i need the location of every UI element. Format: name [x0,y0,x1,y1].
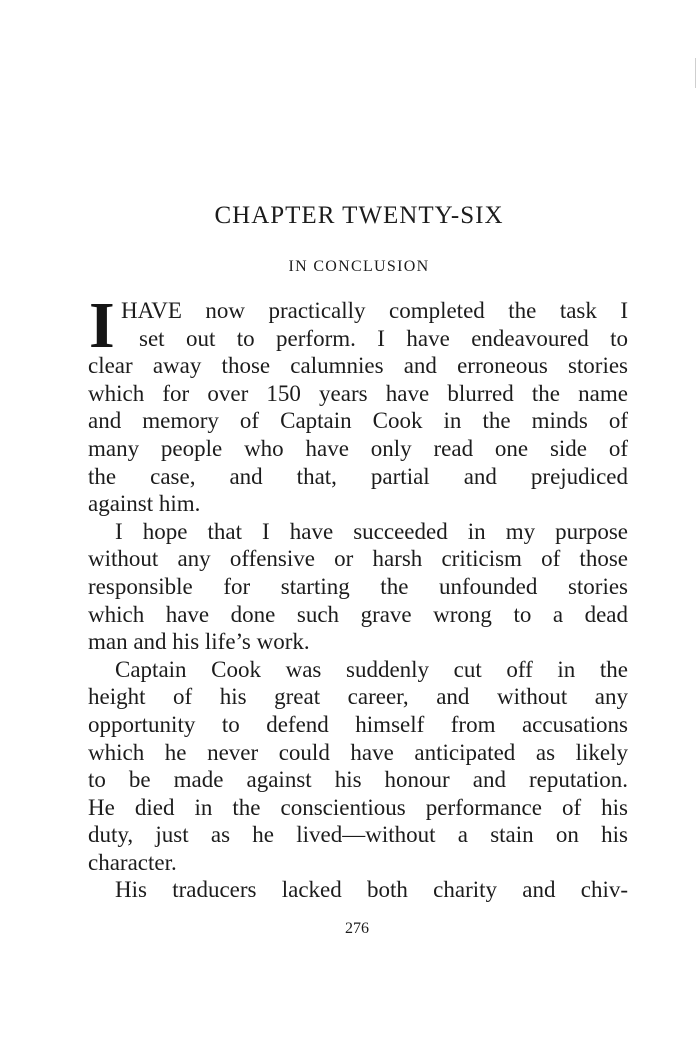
text-line: against him. [88,491,201,517]
text-line: many people who have only read one side of [88,435,628,461]
text-line: which he never could have anticipated as likely [88,739,628,765]
text-line: the case, and that, partial and prejudiced [88,463,628,489]
text-line: duty, just as he lived—without a stain on his [88,822,628,848]
page-edge-mark [695,58,696,88]
text-line: which for over 150 years have blurred the name [88,380,628,406]
chapter-title: CHAPTER TWENTY-SIX [214,202,504,229]
drop-cap: I [89,289,115,362]
text-line: responsible for starting the unfounded stories [88,573,628,599]
text-line: without any offensive or harsh criticism of those [88,546,628,572]
text-line: I hope that I have succeeded in my purpose [115,518,628,544]
text-line: His traducers lacked both charity and chiv- [115,877,628,903]
text-line: set out to perform. I have endeavoured to [139,325,628,351]
text-line: and memory of Captain Cook in the minds of [88,408,628,434]
page-number: 276 [345,920,369,937]
text-line: height of his great career, and without any [88,684,628,710]
chapter-subtitle: IN CONCLUSION [288,258,430,275]
text-line: HAVE now practically completed the task I [121,298,628,323]
text-line: man and his life’s work. [88,629,310,655]
text-line: clear away those calumnies and erroneous stories [88,353,628,379]
text-line: which have done such grave wrong to a dead [88,601,628,627]
text-line: Captain Cook was suddenly cut off in the [115,656,628,682]
chapter-body [88,289,628,904]
text-line: character. [88,849,177,875]
text-line: He died in the conscientious performance of his [88,794,628,820]
text-line: to be made against his honour and reputation. [88,767,628,793]
text-line: opportunity to defend himself from accusations [88,711,628,737]
